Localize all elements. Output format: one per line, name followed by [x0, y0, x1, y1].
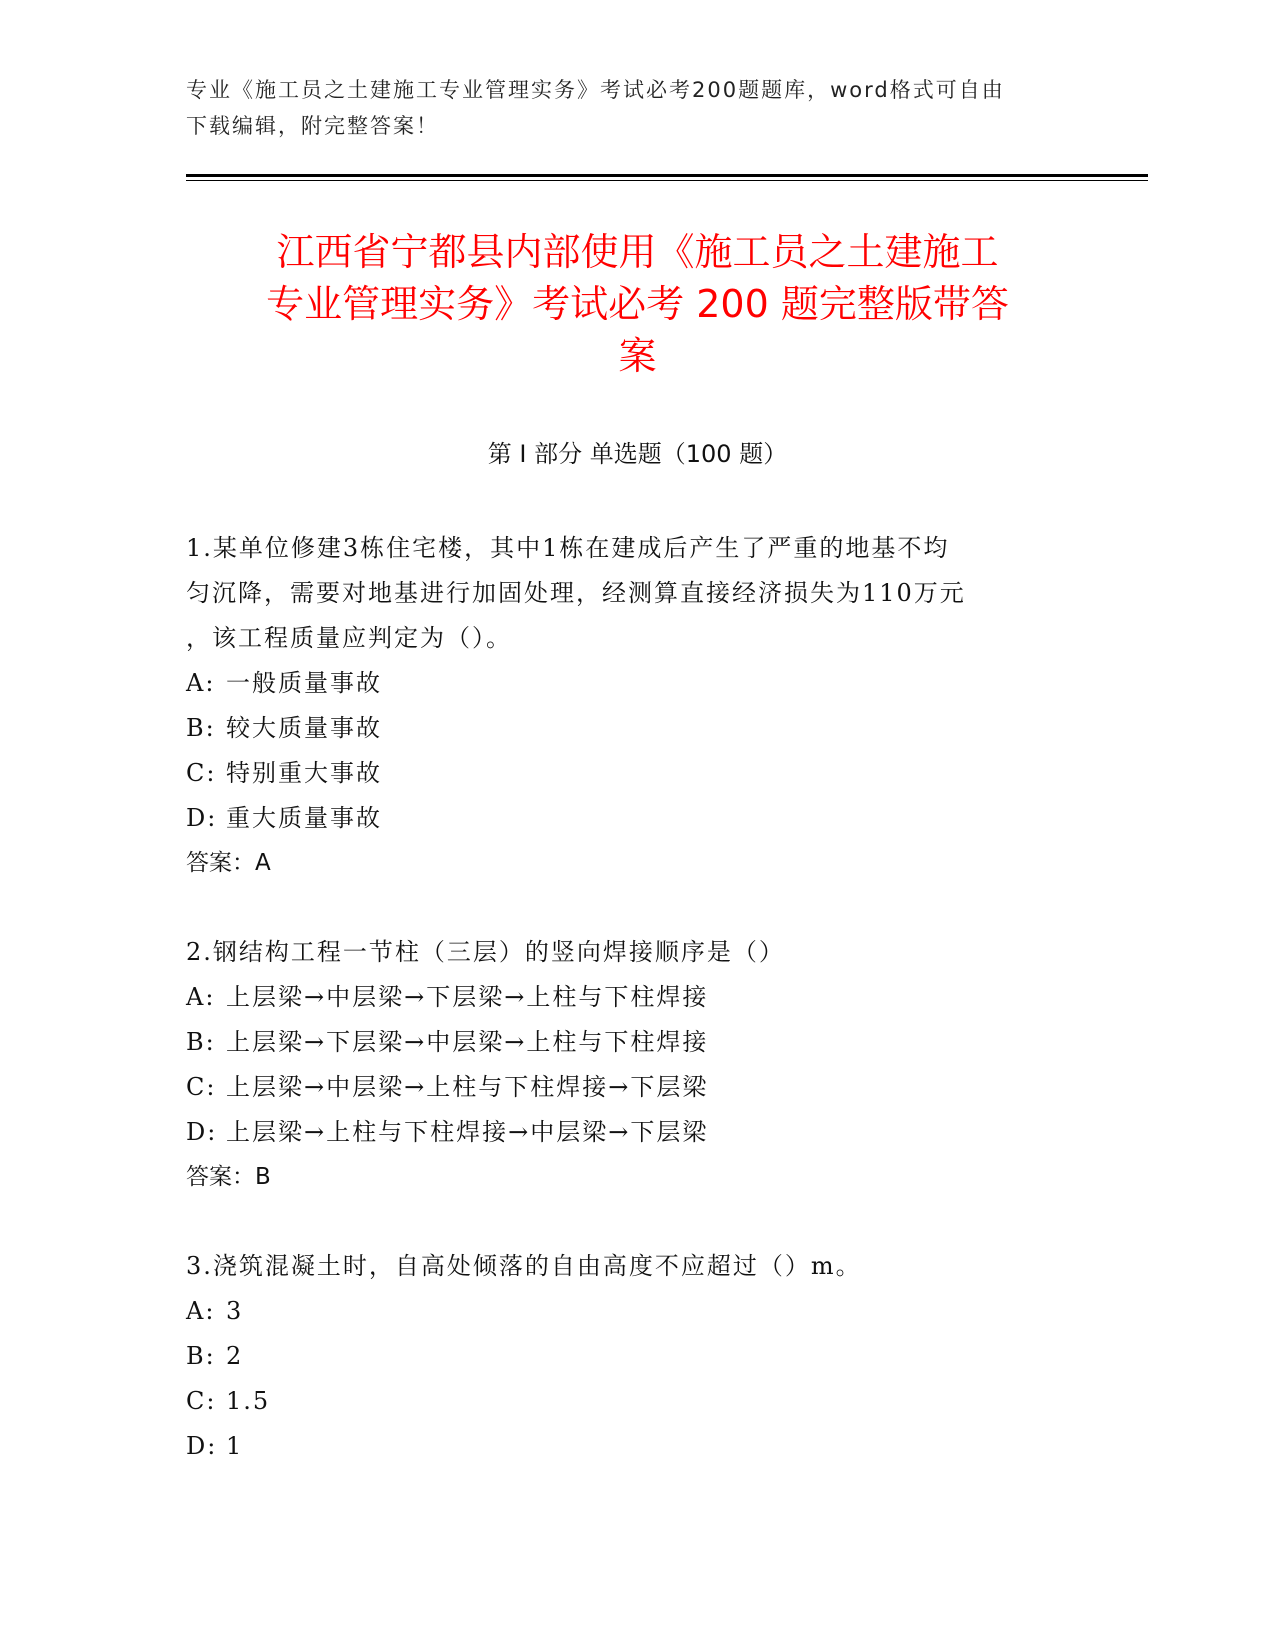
option-text: 一般质量事故 — [226, 669, 382, 697]
question-stem-line: 3.浇筑混凝土时，自高处倾落的自由高度不应超过（）m。 — [186, 1252, 862, 1280]
answer: 答案：B — [186, 1164, 271, 1190]
question-list — [186, 526, 1066, 1513]
question-stem — [186, 526, 1066, 661]
option-letter: B: — [186, 1028, 216, 1056]
document-title — [170, 226, 1105, 382]
option-c — [186, 1379, 1066, 1424]
question-stem-line: 1.某单位修建3栋住宅楼，其中1栋在建成后产生了严重的地基不均 — [186, 534, 950, 562]
option-d — [186, 1424, 1066, 1469]
question-stem-line: ，该工程质量应判定为（）。 — [186, 624, 512, 652]
header-divider-thin — [186, 180, 1148, 181]
option-b — [186, 1334, 1066, 1379]
header-divider-thick — [186, 174, 1148, 177]
option-d — [186, 1110, 1066, 1155]
option-b — [186, 1020, 1066, 1065]
option-a — [186, 661, 1066, 706]
option-letter: D: — [186, 1432, 218, 1460]
option-letter: B: — [186, 1342, 216, 1370]
option-text: 较大质量事故 — [226, 714, 382, 742]
option-text: 特别重大事故 — [226, 759, 382, 787]
question-stem-line: 2.钢结构工程一节柱（三层）的竖向焊接顺序是（） — [186, 938, 785, 966]
option-text: 1 — [226, 1432, 244, 1460]
option-text: 上层梁→中层梁→下层梁→上柱与下柱焊接 — [226, 983, 709, 1011]
option-c — [186, 751, 1066, 796]
option-c — [186, 1065, 1066, 1110]
option-letter: A: — [186, 1297, 216, 1325]
question-stem — [186, 1244, 1066, 1289]
question-3 — [186, 1244, 1066, 1469]
header-note-line: 专业《施工员之土建施工专业管理实务》考试必考200题题库，word格式可自由 — [186, 78, 1005, 102]
option-text: 3 — [226, 1297, 244, 1325]
option-text: 重大质量事故 — [226, 804, 382, 832]
option-text: 上层梁→上柱与下柱焊接→中层梁→下层梁 — [226, 1118, 709, 1146]
question-stem — [186, 930, 1066, 975]
option-letter: D: — [186, 1118, 218, 1146]
title-line: 专业管理实务》考试必考 200 题完整版带答 — [266, 282, 1009, 326]
option-text: 2 — [226, 1342, 244, 1370]
option-a — [186, 975, 1066, 1020]
question-2 — [186, 930, 1066, 1200]
option-letter: D: — [186, 804, 218, 832]
title-line: 案 — [618, 334, 657, 378]
option-letter: C: — [186, 759, 217, 787]
option-d — [186, 796, 1066, 841]
question-stem-line: 匀沉降，需要对地基进行加固处理，经测算直接经济损失为110万元 — [186, 579, 966, 607]
answer: 答案：A — [186, 850, 271, 876]
option-text: 上层梁→中层梁→上柱与下柱焊接→下层梁 — [226, 1073, 709, 1101]
header-note-line: 下载编辑，附完整答案！ — [186, 114, 439, 138]
question-1 — [186, 526, 1066, 886]
option-text: 上层梁→下层梁→中层梁→上柱与下柱焊接 — [226, 1028, 709, 1056]
option-letter: C: — [186, 1073, 217, 1101]
option-letter: B: — [186, 714, 216, 742]
option-letter: A: — [186, 983, 216, 1011]
option-letter: C: — [186, 1387, 217, 1415]
option-b — [186, 706, 1066, 751]
title-line: 江西省宁都县内部使用《施工员之土建施工 — [276, 230, 999, 274]
option-text: 1.5 — [226, 1387, 271, 1415]
section-heading: 第 I 部分 单选题（100 题） — [487, 440, 788, 468]
option-a — [186, 1289, 1066, 1334]
header-note — [186, 72, 1066, 144]
option-letter: A: — [186, 669, 216, 697]
